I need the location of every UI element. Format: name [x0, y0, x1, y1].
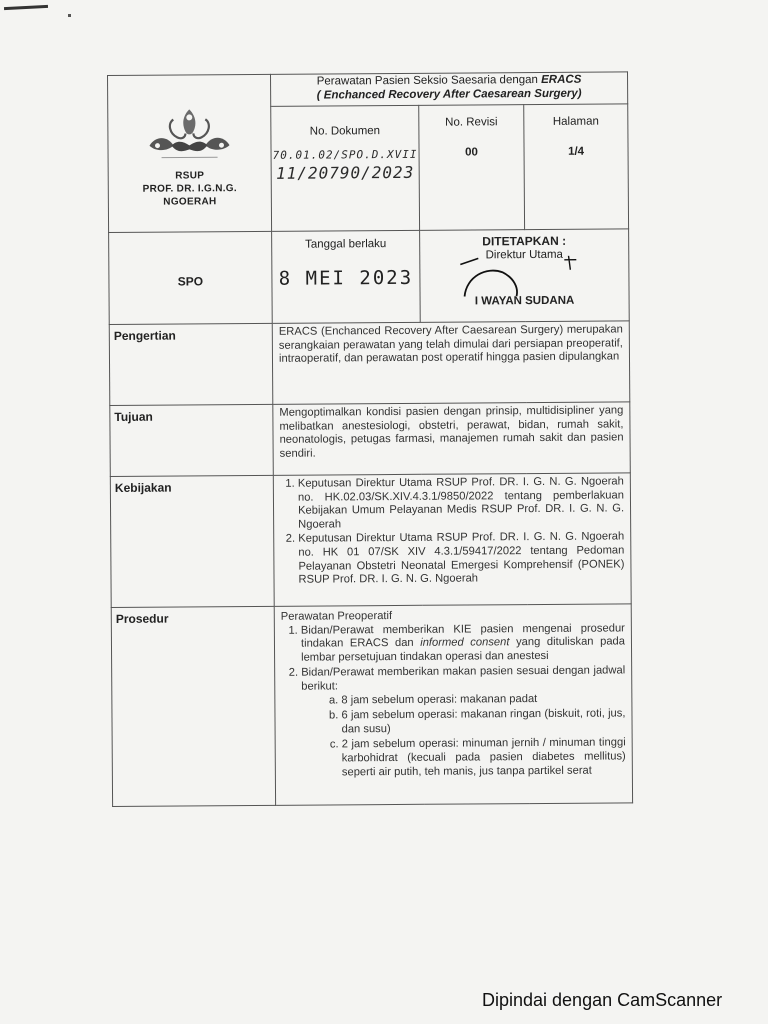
hospital-name-line1: RSUP	[175, 170, 205, 182]
tujuan-text: Mengoptimalkan kondisi pasien dengan prinsip, multidisipliner yang melibatkan anestesiologi, obstetri, perawat, bidan, rumah sakit, neonatologis, petugas farmasi, manajemen rumah sakit dan pasien sendiri.	[279, 404, 624, 460]
kebijakan-label-cell	[110, 475, 274, 607]
no-dokumen-cell	[271, 106, 420, 232]
prosedur-item-2-text: Bidan/Perawat memberikan makan pasien sesuai dengan jadwal berikut:	[301, 664, 626, 693]
pengertian-text: ERACS (Enchanced Recovery After Caesarean Surgery) merupakan serangkaian perawatan yang telah dimulai dari persiapan preoperatif, intraoperatif, dan perawatan post operatif hingga pasien dipulangkan	[278, 323, 623, 365]
spo-label: SPO	[177, 274, 204, 289]
prosedur-sub-item: b. 6 jam sebelum operasi: makanan ringan (biskuit, roti, jus, dan susu)	[341, 708, 625, 737]
prosedur-list	[281, 622, 626, 780]
spo-document	[107, 71, 632, 819]
tujuan-body-cell	[273, 402, 630, 475]
tujuan-label-cell	[110, 404, 273, 476]
kebijakan-item: 1. Keputusan Direktur Utama RSUP Prof. DR. I. G. N. G. Ngoerah no. HK.02.03/SK.XIV.4.3.1/9850/2022 tentang pemberlakuan Kebijakan Umum Pelayanan Medis RSUP Prof. DR. I. G. N. G. Ngoerah	[298, 475, 624, 532]
pengertian-label: Pengertian	[113, 328, 176, 343]
spo-table	[107, 71, 633, 807]
no-dokumen-value-line2: 11/20790/2023	[276, 163, 415, 184]
document-title	[270, 72, 627, 107]
scan-artifact-dot	[68, 14, 71, 17]
title-line1-emph: ERACS	[541, 73, 582, 86]
kebijakan-body-cell	[273, 473, 631, 606]
ditetapkan-label: DITETAPKAN :	[482, 233, 567, 249]
prosedur-item-1	[301, 622, 625, 665]
no-revisi-label: No. Revisi	[445, 116, 498, 129]
prosedur-label: Prosedur	[115, 611, 169, 626]
tanggal-berlaku-label: Tanggal berlaku	[305, 238, 387, 251]
ditetapkan-role: Direktur Utama	[485, 248, 563, 262]
no-revisi-cell	[419, 105, 525, 230]
prosedur-sub-list	[301, 692, 626, 780]
hospital-logo-icon	[143, 105, 235, 162]
title-line1: Perawatan Pasien Seksio Saesaria dengan	[316, 73, 538, 88]
title-line2: ( Enchanced Recovery After Caesarean Surgery)	[316, 87, 582, 102]
hospital-name-line3: NGOERAH	[163, 196, 217, 208]
tujuan-label: Tujuan	[114, 409, 153, 424]
ditetapkan-cell	[420, 229, 630, 322]
kebijakan-item: 2. Keputusan Direktur Utama RSUP Prof. DR. I. G. N. G. Ngoerah no. HK 01 07/SK XIV 4.3.1/59417/2022 tentang Pedoman Pelayanan Obstetri Neonatal Emergesi Komprehensif (PONEK) RSUP Prof. DR. I. G. N. G. Ngoerah	[298, 531, 624, 588]
hospital-logo-cell	[108, 74, 272, 232]
prosedur-body-cell	[274, 604, 632, 805]
pengertian-body-cell	[272, 321, 630, 404]
halaman-cell	[524, 104, 629, 229]
hospital-name-line2: PROF. DR. I.G.N.G.	[142, 183, 237, 195]
prosedur-item-2	[301, 665, 626, 780]
kebijakan-label: Kebijakan	[114, 480, 172, 495]
signer-name: I WAYAN SUDANA	[474, 294, 575, 308]
no-dokumen-label: No. Dokumen	[309, 125, 381, 138]
no-dokumen-value-line1: 70.01.02/SPO.D.XVII	[272, 148, 418, 163]
scan-artifact	[4, 5, 48, 10]
tanggal-berlaku-value: 8 MEI 2023	[278, 266, 414, 290]
no-revisi-value: 00	[465, 146, 478, 159]
pengertian-label-cell	[109, 323, 273, 405]
halaman-value: 1/4	[568, 145, 585, 159]
prosedur-sub-item: c. 2 jam sebelum operasi: minuman jernih / minuman tinggi karbohidrat (kecuali pada pasien diabetes mellitus) seperti air putih, teh manis, jus tanpa partikel serat	[342, 737, 626, 780]
prosedur-sub-item: a. 8 jam sebelum operasi: makanan padat	[341, 692, 625, 708]
kebijakan-list	[280, 475, 625, 587]
tanggal-berlaku-cell	[272, 230, 421, 323]
prosedur-item-1-text-a: Bidan/Perawat memberikan KIE pasien mengenai prosedur tindakan ERACS dan	[300, 621, 625, 650]
prosedur-heading: Perawatan Preoperatif	[280, 610, 393, 623]
prosedur-label-cell	[111, 606, 275, 806]
camscanner-watermark: Dipindai dengan CamScanner	[482, 990, 723, 1010]
spo-cell	[109, 231, 273, 324]
prosedur-item-1-emph: informed consent	[420, 636, 510, 650]
prosedur-item-1-text-b: yang dituliskan pada lembar persetujuan tindakan operasi dan anestesi	[301, 635, 626, 664]
halaman-label: Halaman	[552, 115, 599, 129]
